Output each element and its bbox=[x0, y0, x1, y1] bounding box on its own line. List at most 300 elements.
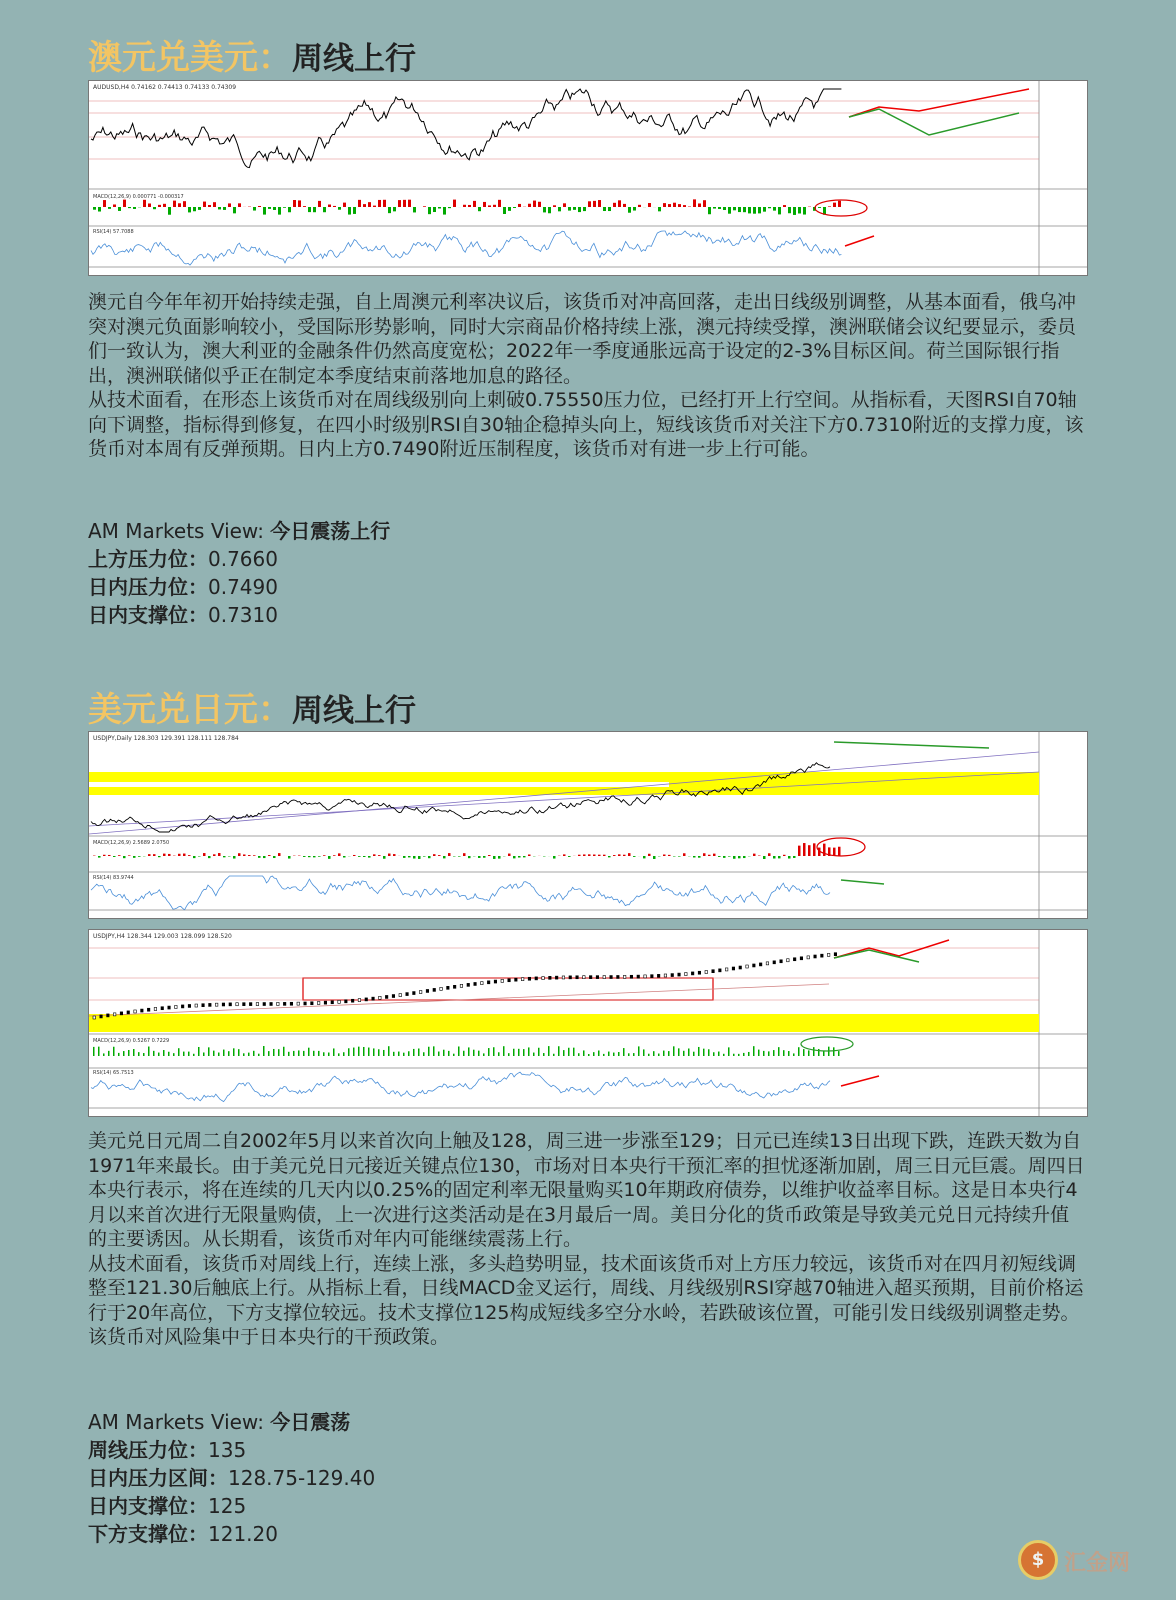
macd-bar bbox=[293, 200, 296, 207]
macd-bar bbox=[298, 200, 301, 207]
macd-bar bbox=[583, 207, 586, 211]
macd-bar bbox=[713, 854, 716, 856]
candle bbox=[793, 958, 796, 961]
macd-bar bbox=[463, 205, 466, 207]
macd-bar bbox=[268, 207, 271, 209]
macd-bar bbox=[753, 207, 756, 214]
macd-bar bbox=[288, 207, 291, 212]
macd-bar bbox=[108, 207, 111, 209]
macd-bar bbox=[173, 1053, 175, 1056]
macd-bar bbox=[628, 207, 631, 213]
macd-bar bbox=[198, 1047, 200, 1056]
macd-bar bbox=[283, 1047, 285, 1056]
macd-bar bbox=[253, 855, 256, 856]
candle bbox=[181, 1005, 184, 1008]
forecast-arrow bbox=[834, 742, 989, 748]
candle bbox=[256, 1003, 259, 1006]
macd-bar bbox=[703, 1049, 705, 1056]
macd-bar bbox=[723, 207, 726, 210]
watermark-logo-icon: $ bbox=[1018, 1540, 1058, 1580]
macd-bar bbox=[258, 1054, 260, 1056]
macd-bar bbox=[733, 856, 736, 859]
macd-bar bbox=[613, 1053, 615, 1056]
macd-label: MACD(12,26,9) 0.5267 0.7229 bbox=[93, 1038, 170, 1044]
macd-bar bbox=[618, 1052, 620, 1056]
macd-bar bbox=[683, 205, 686, 207]
candle bbox=[283, 1002, 286, 1005]
macd-bar bbox=[483, 202, 486, 207]
view-title-value: 今日震荡上行 bbox=[270, 519, 391, 543]
macd-bar bbox=[498, 200, 501, 207]
macd-bar bbox=[533, 1053, 535, 1056]
macd-bar bbox=[248, 1053, 250, 1056]
macd-bar bbox=[103, 855, 106, 856]
macd-bar bbox=[683, 1051, 685, 1056]
candle bbox=[719, 969, 722, 972]
macd-bar bbox=[328, 856, 331, 859]
macd-bar bbox=[443, 856, 446, 858]
level-value: 121.20 bbox=[208, 1522, 278, 1546]
macd-bar bbox=[393, 854, 396, 856]
macd-bar bbox=[818, 207, 821, 208]
macd-bar bbox=[238, 1049, 240, 1056]
macd-bar bbox=[118, 1053, 120, 1056]
macd-bar bbox=[113, 204, 116, 207]
usdjpy-h4-chart-svg bbox=[89, 930, 1087, 1116]
macd-bar bbox=[668, 204, 671, 207]
macd-bar bbox=[253, 207, 256, 211]
macd-bar bbox=[198, 207, 201, 210]
macd-bar bbox=[368, 1048, 370, 1056]
paragraph-fundamental: 美元兑日元周二自2002年5月以来首次向上触及128，周三进一步涨至129；日元已连续13日出现下跌，连跌天数为自1971年来最长。由于美元兑日元接近关键点位130，市场对日本央行干预汇率的担忧逐渐加剧，周三日元巨震。周四日本央行表示，将在连续的几天内以0.25%的固定利率无限量购买10年期政府债券，以维护收益率目标。这是日本央行4月以来首次进行无限量购债，上一次进行这类活动是在3月最后一周。美日分化的货币政策是导致美元兑日元持续升值的主要诱因。从长期看，该货币对年内可能继续震荡上行。 bbox=[88, 1130, 1085, 1250]
candle bbox=[168, 1006, 171, 1009]
macd-bar bbox=[373, 1048, 375, 1056]
macd-bar bbox=[163, 204, 166, 207]
macd-bar bbox=[623, 1048, 625, 1056]
level-row bbox=[88, 1464, 375, 1492]
macd-bar bbox=[98, 207, 101, 212]
section-title-audusd bbox=[88, 30, 416, 79]
macd-bar bbox=[93, 1047, 95, 1056]
macd-bar bbox=[423, 1052, 425, 1056]
macd-bar bbox=[758, 207, 761, 213]
macd-bar bbox=[193, 856, 196, 858]
macd-bar bbox=[258, 856, 261, 858]
macd-bar bbox=[348, 207, 351, 215]
chart-header-label: USDJPY,H4 128.344 129.003 128.099 128.520 bbox=[93, 933, 232, 940]
macd-bar bbox=[773, 856, 776, 859]
macd-bar bbox=[313, 207, 316, 212]
candle bbox=[324, 1001, 327, 1004]
macd-bar bbox=[313, 1051, 315, 1056]
macd-bar bbox=[473, 201, 476, 207]
candle bbox=[555, 976, 558, 979]
macd-bar bbox=[808, 845, 811, 856]
macd-bar bbox=[493, 1047, 495, 1056]
candle bbox=[127, 1011, 130, 1014]
candle bbox=[175, 1005, 178, 1008]
support-band bbox=[669, 778, 1039, 790]
macd-bar bbox=[328, 1053, 330, 1056]
macd-bar bbox=[348, 1048, 350, 1056]
macd-bar bbox=[528, 1047, 530, 1056]
macd-bar bbox=[418, 1049, 420, 1056]
macd-bar bbox=[298, 1050, 300, 1056]
macd-bar bbox=[718, 856, 721, 857]
macd-bar bbox=[603, 207, 606, 211]
macd-bar bbox=[168, 1052, 170, 1056]
candle bbox=[229, 1003, 232, 1006]
macd-bar bbox=[648, 1054, 650, 1056]
candle bbox=[270, 1002, 273, 1005]
macd-label: MACD(12,26,9) 2.5689 2.0750 bbox=[93, 840, 170, 846]
macd-bar bbox=[428, 1047, 430, 1056]
macd-bar bbox=[733, 1054, 735, 1056]
macd-bar bbox=[103, 1053, 105, 1056]
macd-bar bbox=[703, 853, 706, 856]
macd-bar bbox=[403, 200, 406, 207]
macd-bar bbox=[488, 205, 491, 207]
macd-bar bbox=[403, 856, 406, 858]
macd-bar bbox=[513, 1049, 515, 1056]
candle bbox=[542, 977, 545, 980]
paragraph-technical: 从技术面看，该货币对周线上行，连续上涨，多头趋势明显，技术面该货币对上方压力较远，该货币对在四月初短线调整至121.30后触底上行。从指标上看，日线MACD金叉运行，周线、月线级别RSI穿越70轴进入超买预期，目前价格运行于20年高位，下方支撑位较远。技术支撑位125构成短线多空分水岭，若跌破该位置，可能引发日线级别调整走势。该货币对风险集中于日本央行的干预政策。 bbox=[88, 1252, 1084, 1348]
macd-bar bbox=[263, 207, 266, 215]
candle bbox=[304, 1002, 307, 1005]
candle bbox=[596, 976, 599, 979]
macd-bar bbox=[768, 853, 771, 856]
macd-bar bbox=[488, 1048, 490, 1056]
candle bbox=[141, 1009, 144, 1012]
candle bbox=[651, 975, 654, 978]
macd-bar bbox=[633, 856, 636, 857]
candle bbox=[821, 954, 824, 957]
macd-bar bbox=[803, 843, 806, 856]
macd-bar bbox=[118, 207, 121, 211]
candle bbox=[691, 972, 694, 975]
macd-bar bbox=[383, 856, 386, 859]
macd-bar bbox=[598, 1050, 600, 1056]
candle bbox=[576, 976, 579, 979]
candle bbox=[671, 974, 674, 977]
macd-bar bbox=[183, 1052, 185, 1056]
macd-bar bbox=[678, 856, 681, 857]
candle bbox=[807, 956, 810, 959]
macd-bar bbox=[753, 854, 756, 856]
macd-bar bbox=[713, 1052, 715, 1056]
macd-bar bbox=[543, 207, 546, 212]
macd-bar bbox=[128, 207, 131, 208]
macd-bar bbox=[798, 1047, 800, 1056]
level-label: 周线压力位： bbox=[88, 1438, 208, 1462]
macd-bar bbox=[458, 1046, 460, 1056]
macd-bar bbox=[108, 1051, 110, 1056]
macd-bar bbox=[108, 855, 111, 856]
macd-bar bbox=[318, 201, 321, 207]
macd-bar bbox=[278, 1049, 280, 1056]
candle bbox=[603, 976, 606, 979]
macd-bar bbox=[143, 200, 146, 207]
candle bbox=[161, 1007, 164, 1010]
macd-bar bbox=[393, 207, 396, 211]
macd-bar bbox=[528, 204, 531, 207]
candle bbox=[379, 996, 382, 999]
macd-bar bbox=[248, 855, 251, 856]
macd-bar bbox=[593, 1052, 595, 1056]
macd-bar bbox=[708, 855, 711, 856]
macd-bar bbox=[153, 854, 156, 856]
macd-bar bbox=[318, 1051, 320, 1056]
macd-bar bbox=[268, 1051, 270, 1056]
macd-bar bbox=[223, 207, 226, 210]
candle bbox=[120, 1012, 123, 1015]
candle bbox=[215, 1003, 218, 1006]
candle bbox=[243, 1003, 246, 1006]
usdjpy-weekly-chart-svg bbox=[89, 732, 1087, 918]
macd-bar bbox=[233, 207, 236, 213]
candle bbox=[236, 1003, 239, 1006]
macd-bar bbox=[698, 203, 701, 207]
macd-bar bbox=[423, 206, 426, 207]
macd-bar bbox=[708, 207, 711, 214]
candle bbox=[147, 1008, 150, 1011]
candle bbox=[780, 960, 783, 963]
macd-bar bbox=[838, 847, 841, 856]
candle bbox=[549, 976, 552, 979]
macd-bar bbox=[413, 1049, 415, 1056]
macd-bar bbox=[413, 207, 416, 212]
macd-bar bbox=[793, 1053, 795, 1056]
macd-bar bbox=[548, 207, 551, 213]
level-value: 0.7490 bbox=[208, 575, 278, 599]
macd-bar bbox=[688, 1048, 690, 1056]
macd-bar bbox=[448, 853, 451, 856]
candle bbox=[739, 966, 742, 969]
macd-bar bbox=[753, 1046, 755, 1056]
macd-bar bbox=[468, 1047, 470, 1056]
macd-bar bbox=[508, 1053, 510, 1056]
candle bbox=[515, 978, 518, 981]
macd-bar bbox=[328, 205, 331, 207]
candle bbox=[725, 968, 728, 971]
macd-bar bbox=[578, 207, 581, 212]
candle bbox=[834, 953, 837, 956]
audusd-chart bbox=[88, 80, 1088, 276]
macd-bar bbox=[498, 856, 501, 859]
macd-bar bbox=[663, 854, 666, 856]
macd-bar bbox=[228, 203, 231, 207]
macd-bar bbox=[228, 1051, 230, 1056]
macd-bar bbox=[338, 853, 341, 856]
candle bbox=[372, 997, 375, 1000]
candle bbox=[732, 967, 735, 970]
macd-bar bbox=[553, 856, 556, 859]
forecast-down-arrow bbox=[834, 950, 919, 962]
macd-bar bbox=[213, 1051, 215, 1056]
view-title-prefix: AM Markets View: bbox=[88, 1410, 271, 1434]
candle bbox=[623, 975, 626, 978]
macd-bar bbox=[553, 205, 556, 207]
macd-bar bbox=[368, 202, 371, 207]
candle bbox=[331, 1001, 334, 1004]
macd-bar bbox=[778, 207, 781, 214]
macd-bar bbox=[608, 1052, 610, 1056]
macd-bar bbox=[173, 201, 176, 207]
macd-bar bbox=[163, 1050, 165, 1056]
candle bbox=[188, 1004, 191, 1007]
macd-bar bbox=[828, 206, 831, 207]
macd-bar bbox=[378, 200, 381, 207]
candle bbox=[753, 964, 756, 967]
candle bbox=[195, 1004, 198, 1007]
audusd-analysis bbox=[88, 290, 1086, 462]
candle bbox=[569, 976, 572, 979]
macd-bar bbox=[623, 204, 626, 207]
level-value: 125 bbox=[208, 1494, 247, 1518]
candle bbox=[290, 1002, 293, 1005]
macd-bar bbox=[593, 201, 596, 207]
candle bbox=[698, 971, 701, 974]
macd-bar bbox=[578, 855, 581, 856]
macd-bar bbox=[363, 1047, 365, 1056]
candle bbox=[134, 1010, 137, 1013]
candle bbox=[426, 989, 429, 992]
macd-bar bbox=[408, 856, 411, 857]
candle bbox=[392, 995, 395, 998]
macd-bar bbox=[728, 1047, 730, 1056]
macd-bar bbox=[518, 856, 521, 858]
macd-bar bbox=[358, 1047, 360, 1056]
usdjpy-weekly-chart bbox=[88, 731, 1088, 919]
candle bbox=[800, 957, 803, 960]
macd-bar bbox=[378, 855, 381, 856]
macd-bar bbox=[113, 856, 116, 857]
section-title-pair: 澳元兑美元： bbox=[88, 38, 292, 78]
candle bbox=[345, 1000, 348, 1003]
macd-bar bbox=[343, 1052, 345, 1056]
audusd-chart-svg bbox=[89, 81, 1087, 275]
macd-bar bbox=[838, 1051, 840, 1056]
macd-bar bbox=[333, 1048, 335, 1056]
macd-bar bbox=[508, 854, 511, 856]
macd-bar bbox=[293, 1051, 295, 1056]
macd-bar bbox=[598, 855, 601, 856]
section-title-trend: 周线上行 bbox=[292, 41, 416, 77]
macd-bar bbox=[323, 855, 326, 856]
candle bbox=[338, 1000, 341, 1003]
candle bbox=[521, 978, 524, 981]
macd-bar bbox=[133, 207, 136, 209]
macd-bar bbox=[218, 1053, 220, 1056]
macd-bar bbox=[718, 1052, 720, 1056]
macd-bar bbox=[168, 207, 171, 215]
macd-bar bbox=[613, 855, 616, 856]
macd-bar bbox=[533, 201, 536, 207]
macd-bar bbox=[123, 1051, 125, 1056]
macd-bar bbox=[238, 203, 241, 207]
macd-bar bbox=[448, 207, 451, 208]
macd-bar bbox=[178, 1048, 180, 1056]
candle bbox=[365, 998, 368, 1001]
macd-bar bbox=[673, 1046, 675, 1056]
macd-bar bbox=[598, 200, 601, 207]
macd-bar bbox=[793, 207, 796, 215]
macd-bar bbox=[658, 1054, 660, 1056]
macd-bar bbox=[193, 207, 196, 211]
macd-bar bbox=[358, 200, 361, 207]
candle bbox=[535, 977, 538, 980]
macd-bar bbox=[583, 854, 586, 856]
macd-bar bbox=[223, 856, 226, 857]
macd-bar bbox=[303, 856, 306, 857]
macd-bar bbox=[393, 1052, 395, 1056]
macd-bar bbox=[148, 1047, 150, 1056]
macd-bar bbox=[303, 1051, 305, 1056]
macd-bar bbox=[213, 854, 216, 856]
macd-bar bbox=[663, 203, 666, 207]
macd-bar bbox=[208, 205, 211, 207]
macd-bar bbox=[763, 1051, 765, 1056]
candle bbox=[93, 1016, 96, 1019]
macd-bar bbox=[303, 206, 306, 207]
macd-bar bbox=[353, 855, 356, 856]
candle bbox=[678, 973, 681, 976]
candle bbox=[311, 1002, 314, 1005]
macd-bar bbox=[538, 1048, 540, 1056]
rsi-arrow bbox=[845, 236, 874, 246]
macd-bar bbox=[523, 1049, 525, 1056]
candle bbox=[358, 999, 361, 1002]
macd-bar bbox=[308, 856, 311, 857]
macd-bar bbox=[403, 1053, 405, 1056]
candle bbox=[528, 977, 531, 980]
level-label: 上方压力位： bbox=[88, 547, 208, 571]
macd-bar bbox=[718, 207, 721, 209]
macd-bar bbox=[148, 203, 151, 207]
candle bbox=[154, 1007, 157, 1010]
macd-bar bbox=[783, 1050, 785, 1056]
macd-bar bbox=[158, 856, 161, 857]
macd-bar bbox=[223, 1050, 225, 1056]
macd-bar bbox=[128, 1050, 130, 1056]
macd-bar bbox=[703, 200, 706, 207]
candle bbox=[657, 974, 660, 977]
macd-bar bbox=[618, 854, 621, 856]
macd-bar bbox=[353, 207, 356, 214]
macd-bar bbox=[603, 855, 606, 856]
rsi-label: RSI(14) 57.7088 bbox=[93, 229, 134, 235]
candle bbox=[637, 975, 640, 978]
macd-bar bbox=[138, 856, 141, 857]
macd-bar bbox=[563, 203, 566, 207]
macd-bar bbox=[838, 201, 841, 207]
macd-bar bbox=[98, 1047, 100, 1056]
macd-bar bbox=[573, 207, 576, 210]
macd-bar bbox=[178, 854, 181, 856]
candle bbox=[433, 988, 436, 991]
macd-bar bbox=[503, 207, 506, 214]
macd-bar bbox=[498, 1052, 500, 1056]
macd-bar bbox=[743, 856, 746, 858]
macd-bar bbox=[123, 200, 126, 207]
macd-bar bbox=[693, 199, 696, 207]
macd-bar bbox=[383, 1050, 385, 1056]
macd-bar bbox=[373, 206, 376, 207]
candle bbox=[413, 992, 416, 995]
macd-bar bbox=[453, 200, 456, 207]
macd-bar bbox=[438, 207, 441, 208]
candle bbox=[685, 973, 688, 976]
